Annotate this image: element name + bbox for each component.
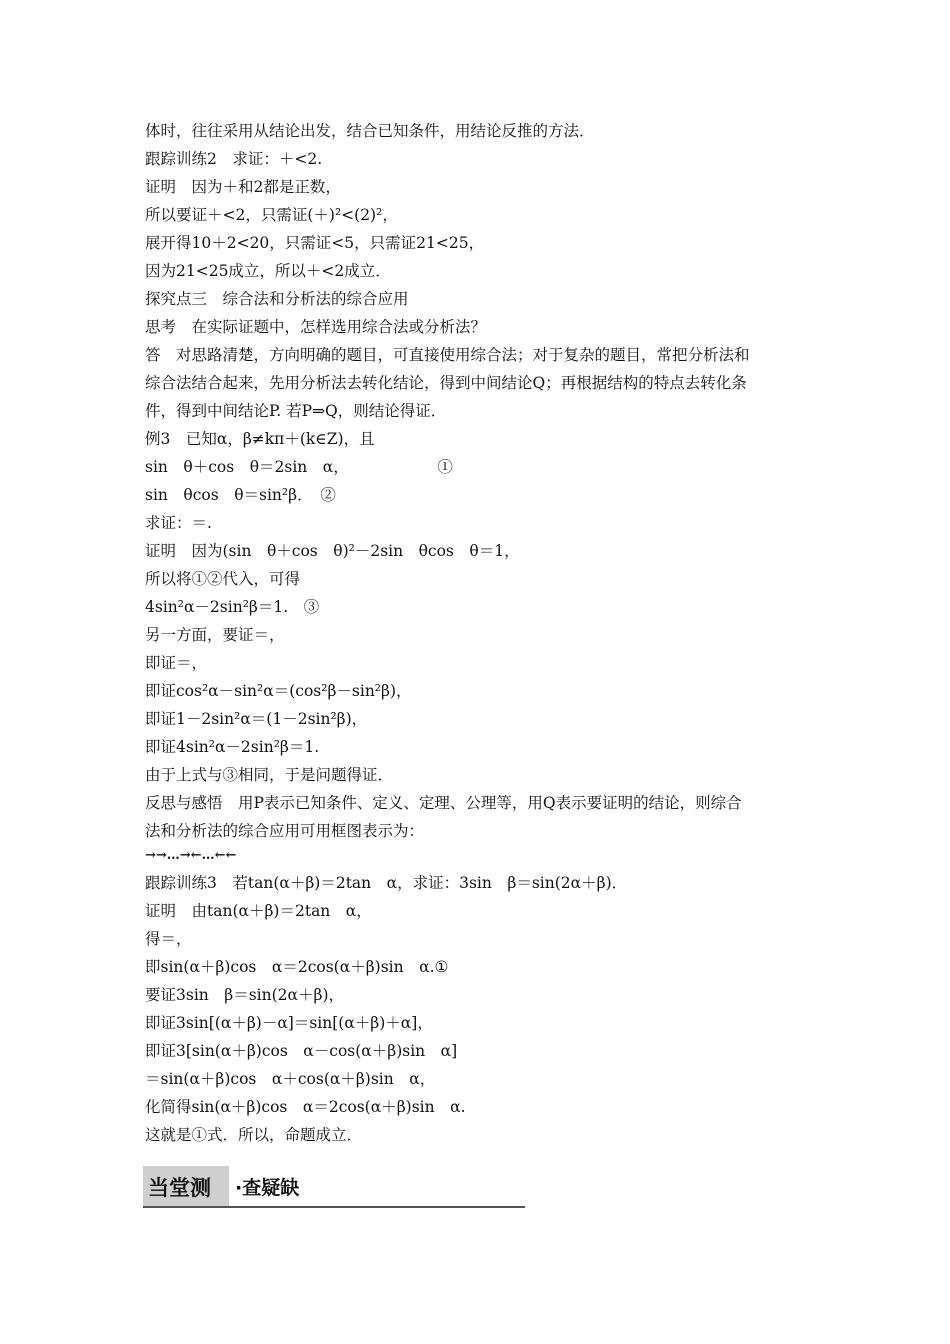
- text-line: 由于上式与③相同，于是问题得证．: [145, 766, 394, 784]
- text-line: 证明 因为＋和2都是正数，: [145, 178, 341, 196]
- text-line: 反思与感悟 用P表示已知条件、定义、定理、公理等，用Q表示要证明的结论，则综合: [145, 794, 742, 812]
- text-line: sin θcos θ＝sin²β． ②: [145, 486, 336, 504]
- text-line: 例3 已知α，β≠kπ＋(k∈Z)，且: [145, 430, 375, 448]
- text-line: 即证＝，: [145, 654, 208, 672]
- text-line: 件，得到中间结论P. 若P⇒Q，则结论得证．: [145, 402, 447, 420]
- text-line: 探究点三 综合法和分析法的综合应用: [145, 290, 409, 308]
- text-line: 要证3sin β＝sin(2α＋β)，: [145, 986, 344, 1004]
- text-line: 即证cos²α－sin²α＝(cos²β－sin²β)，: [145, 682, 412, 700]
- text-line: 答 对思路清楚，方向明确的题目，可直接使用综合法；对于复杂的题目，常把分析法和: [145, 346, 750, 364]
- text-line: 这就是①式．所以，命题成立．: [145, 1126, 363, 1144]
- text-line: 证明 由tan(α＋β)＝2tan α，: [145, 902, 372, 920]
- text-line: 因为21<25成立，所以＋<2成立．: [145, 262, 391, 280]
- text-line: 求证：＝.: [145, 514, 212, 532]
- text-line: 证明 因为(sin θ＋cos θ)²－2sin θcos θ＝1，: [145, 542, 520, 560]
- text-line: 跟踪训练3 若tan(α＋β)＝2tan α，求证：3sin β＝sin(2α＋β)．: [145, 874, 628, 892]
- text-line: 思考 在实际证题中，怎样选用综合法或分析法？: [145, 318, 487, 336]
- text-line: 跟踪训练2 求证：＋<2.: [145, 150, 323, 168]
- flow-diagram-arrows: →→…→←…←←: [145, 848, 237, 863]
- text-line: sin θ＋cos θ＝2sin α， ①: [145, 458, 453, 476]
- section-title: 当堂测: [148, 1176, 211, 1200]
- text-line: 所以要证＋<2，只需证(＋)²<(2)²，: [145, 206, 398, 224]
- text-line: 化简得sin(α＋β)cos α＝2cos(α＋β)sin α.: [145, 1098, 466, 1116]
- text-line: 另一方面，要证＝，: [145, 626, 285, 644]
- text-line: 体时，往往采用从结论出发，结合已知条件，用结论反推的方法．: [145, 122, 595, 140]
- text-line: 得＝，: [145, 930, 192, 948]
- section-subtitle: ·查疑缺: [235, 1177, 300, 1199]
- text-line: 即证4sin²α－2sin²β＝1.: [145, 738, 320, 756]
- text-line: 展开得10＋2<20，只需证<5，只需证21<25，: [145, 234, 485, 252]
- text-line: 所以将①②代入，可得: [145, 570, 301, 588]
- text-line: 即证1－2sin²α＝(1－2sin²β)，: [145, 710, 368, 728]
- text-line: 综合法结合起来，先用分析法去转化结论，得到中间结论Q；再根据结构的特点去转化条: [145, 374, 747, 392]
- section-header: [143, 1166, 525, 1208]
- text-line: ＝sin(α＋β)cos α＋cos(α＋β)sin α，: [145, 1070, 436, 1088]
- text-line: 即sin(α＋β)cos α＝2cos(α＋β)sin α.①: [145, 958, 449, 976]
- section-divider: [143, 1206, 525, 1208]
- text-line: 法和分析法的综合应用可用框图表示为：: [145, 822, 425, 840]
- text-line: 即证3[sin(α＋β)cos α－cos(α＋β)sin α]: [145, 1042, 458, 1060]
- text-line: 4sin²α－2sin²β＝1. ③: [145, 598, 320, 616]
- text-line: 即证3sin[(α＋β)－α]＝sin[(α＋β)＋α]，: [145, 1014, 433, 1032]
